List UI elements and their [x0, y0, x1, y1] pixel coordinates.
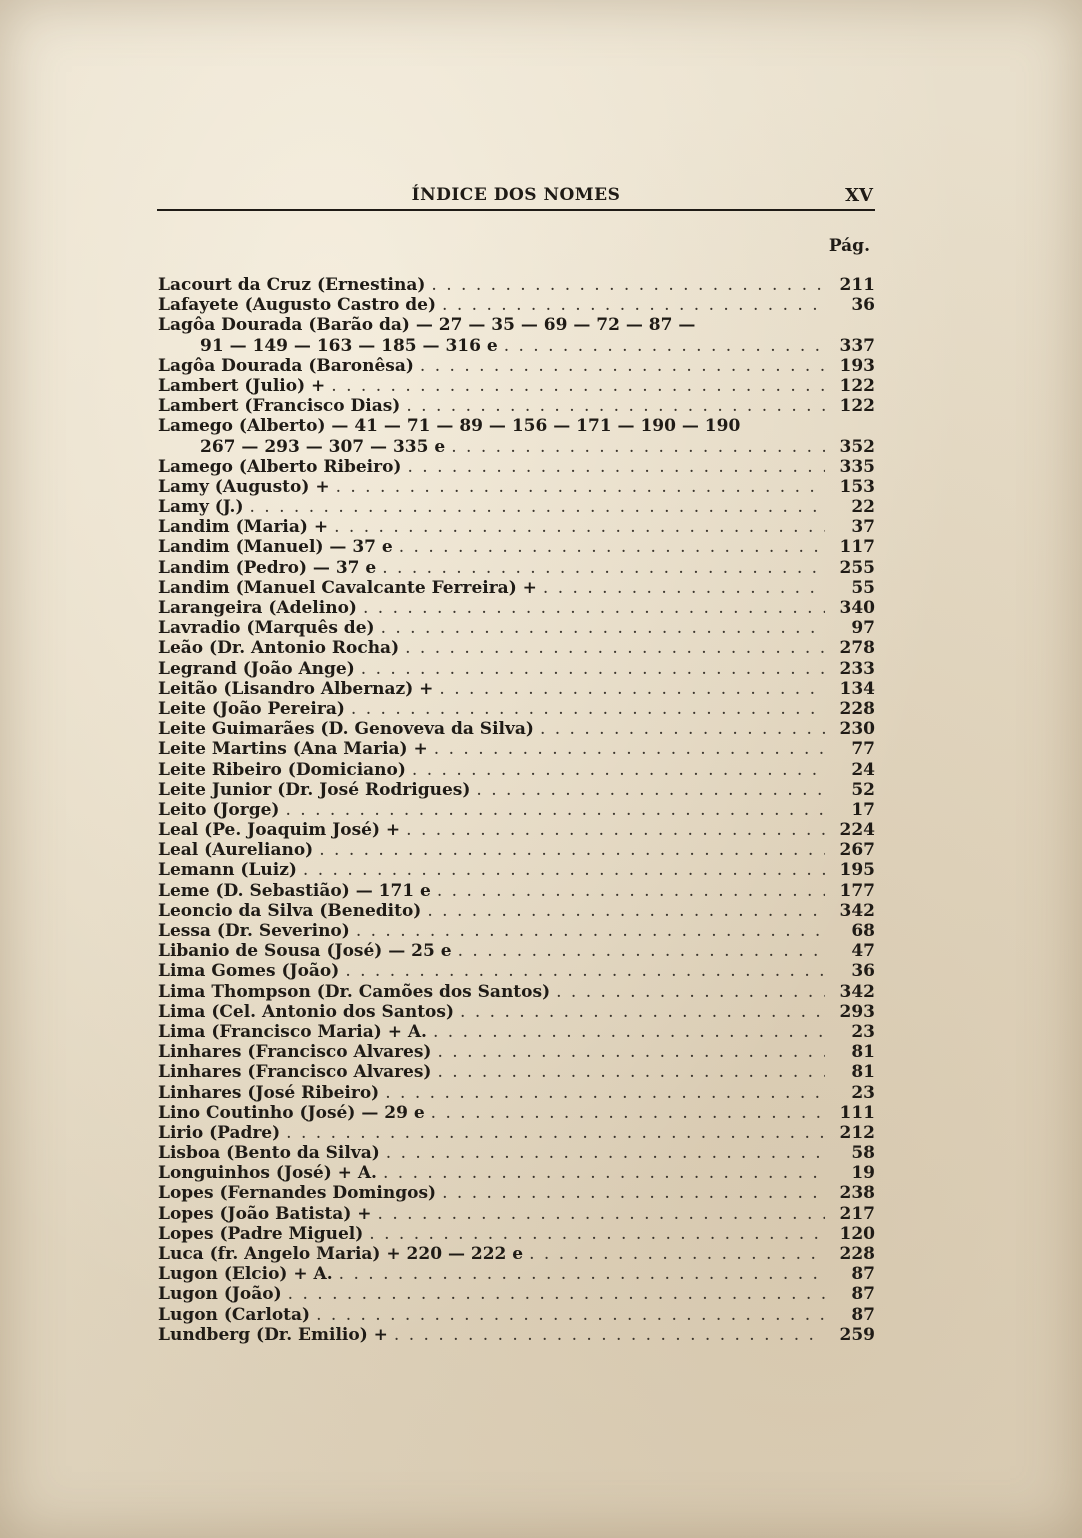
- index-entry: [158, 1022, 875, 1042]
- dot-leader: [431, 1103, 825, 1123]
- entry-page-number: 24: [851, 759, 875, 780]
- index-entry: [158, 295, 875, 315]
- index-entry: [158, 396, 875, 416]
- entry-name: Lugon (Elcio) + A.: [158, 1264, 333, 1285]
- header-page-number: XV: [845, 185, 873, 206]
- dot-leader: [458, 941, 825, 961]
- index-entries: [158, 275, 875, 1345]
- entry-name: Landim (Manuel Cavalcante Ferreira) +: [158, 577, 537, 598]
- dot-leader: [288, 1284, 825, 1304]
- entry-page-number: 177: [839, 880, 875, 901]
- index-entry: [158, 638, 875, 658]
- dot-leader: [504, 336, 825, 356]
- index-entry: [158, 1224, 875, 1244]
- dot-leader: [543, 578, 825, 598]
- entry-name: Lafayete (Augusto Castro de): [158, 295, 437, 316]
- index-entry: [158, 961, 875, 981]
- entry-page-number: 342: [839, 981, 875, 1002]
- entry-name: Leoncio da Silva (Benedito): [158, 900, 422, 921]
- entry-name: Lavradio (Marquês de): [158, 618, 375, 639]
- entry-page-number: 117: [839, 537, 875, 558]
- running-header: [157, 183, 875, 211]
- entry-page-number: 217: [839, 1203, 875, 1224]
- entry-name: 91 — 149 — 163 — 185 — 316 e: [200, 335, 498, 356]
- dot-leader: [437, 1062, 825, 1082]
- dot-leader: [420, 356, 825, 376]
- dot-leader: [382, 558, 825, 578]
- entry-page-number: 47: [851, 941, 875, 962]
- entry-name: Lessa (Dr. Severino): [158, 921, 350, 941]
- entry-page-number: 81: [851, 1042, 875, 1063]
- entry-page-number: 120: [839, 1223, 875, 1244]
- dot-leader: [540, 719, 825, 739]
- entry-page-number: 153: [839, 476, 875, 497]
- entry-page-number: 58: [851, 1143, 875, 1164]
- entry-name: Larangeira (Adelino): [158, 598, 357, 618]
- entry-name: Longuinhos (José) + A.: [158, 1163, 377, 1184]
- entry-name: Lamy (Augusto) +: [158, 476, 330, 497]
- entry-name: Lamego (Alberto Ribeiro): [158, 456, 402, 477]
- entry-page-number: 17: [851, 799, 875, 820]
- index-entry: [158, 537, 875, 557]
- dot-leader: [285, 800, 825, 820]
- dot-leader: [556, 982, 825, 1002]
- entry-page-number: 278: [839, 638, 875, 659]
- entry-name: Linhares (José Ribeiro): [158, 1082, 380, 1103]
- entry-page-number: 335: [839, 456, 875, 477]
- dot-leader: [361, 659, 825, 679]
- entry-page-number: 36: [851, 961, 875, 982]
- dot-leader: [476, 780, 825, 800]
- entry-name: Lima (Francisco Maria) + A.: [158, 1021, 427, 1042]
- entry-name: Landim (Pedro) — 37 e: [158, 557, 377, 578]
- index-entry: [158, 1204, 875, 1224]
- entry-name: Lopes (João Batista) +: [158, 1203, 372, 1224]
- dot-leader: [427, 901, 825, 921]
- entry-page-number: 23: [851, 1082, 875, 1103]
- entry-name: Landim (Maria) +: [158, 517, 329, 538]
- entry-page-number: 55: [851, 577, 875, 598]
- entry-page-number: 22: [851, 497, 875, 518]
- index-entry: [158, 1183, 875, 1203]
- dot-leader: [407, 457, 825, 477]
- index-entry: [158, 1305, 875, 1325]
- entry-page-number: 233: [839, 658, 875, 679]
- index-entry: [158, 941, 875, 961]
- dot-leader: [383, 1163, 825, 1183]
- header-title: ÍNDICE DOS NOMES: [411, 185, 621, 205]
- entry-name: Leite Junior (Dr. José Rodrigues): [158, 779, 471, 800]
- entry-name: Lopes (Fernandes Domingos): [158, 1183, 437, 1204]
- entry-page-number: 230: [839, 719, 875, 740]
- entry-name: 267 — 293 — 307 — 335 e: [200, 436, 446, 457]
- index-entry: [158, 800, 875, 820]
- entry-page-number: 228: [839, 1244, 875, 1264]
- entry-page-number: 87: [851, 1304, 875, 1325]
- entry-page-number: 87: [851, 1284, 875, 1305]
- entry-page-number: 228: [839, 698, 875, 719]
- dot-leader: [412, 760, 825, 780]
- index-entry: [158, 1062, 875, 1082]
- entry-name: Leito (Jorge): [158, 799, 280, 820]
- entry-page-number: 193: [839, 355, 875, 376]
- entry-name: Leite Martins (Ana Maria) +: [158, 739, 428, 760]
- entry-page-number: 293: [839, 1001, 875, 1022]
- index-entry: [158, 679, 875, 699]
- entry-name: Lagôa Dourada (Baronêsa): [158, 355, 414, 376]
- entry-name: Leal (Aureliano): [158, 840, 314, 861]
- index-entry: [158, 860, 875, 880]
- entry-page-number: 87: [851, 1264, 875, 1285]
- index-entry: [158, 921, 875, 941]
- index-entry: [158, 760, 875, 780]
- dot-leader: [363, 598, 825, 618]
- index-entry: [158, 1123, 875, 1143]
- index-entry: [158, 1284, 875, 1304]
- entry-name: Leitão (Lisandro Albernaz) +: [158, 678, 434, 699]
- entry-page-number: 122: [839, 375, 875, 396]
- dot-leader: [433, 1022, 825, 1042]
- entry-page-number: 267: [839, 840, 875, 861]
- index-entry: [158, 416, 875, 436]
- index-entry: [158, 618, 875, 638]
- dot-leader: [345, 961, 825, 981]
- entry-page-number: 23: [851, 1021, 875, 1042]
- entry-name: Leite Guimarães (D. Genoveva da Silva): [158, 719, 534, 740]
- index-entry: [158, 881, 875, 901]
- entry-name: Legrand (João Ange): [158, 658, 355, 679]
- entry-name: Leão (Dr. Antonio Rocha): [158, 638, 400, 659]
- entry-name: Lundberg (Dr. Emilio) +: [158, 1324, 388, 1345]
- index-entry: [158, 719, 875, 739]
- index-entry: [158, 1103, 875, 1123]
- index-entry: [158, 1143, 875, 1163]
- dot-leader: [406, 396, 825, 416]
- index-entry: [158, 901, 875, 921]
- entry-name: Lacourt da Cruz (Ernestina): [158, 275, 426, 295]
- dot-leader: [339, 1264, 825, 1284]
- dot-leader: [529, 1244, 825, 1264]
- entry-page-number: 81: [851, 1062, 875, 1083]
- index-entry: [158, 457, 875, 477]
- entry-page-number: 352: [839, 436, 875, 457]
- index-entry: [158, 497, 875, 517]
- entry-name: Lisboa (Bento da Silva): [158, 1143, 380, 1164]
- entry-page-number: 259: [839, 1324, 875, 1345]
- entry-page-number: 224: [839, 820, 875, 841]
- entry-page-number: 37: [851, 517, 875, 538]
- index-entry: [158, 1002, 875, 1022]
- entry-name: Lugon (Carlota): [158, 1304, 311, 1325]
- entry-page-number: 111: [839, 1102, 875, 1123]
- dot-leader: [437, 881, 825, 901]
- dot-leader: [442, 1183, 825, 1203]
- entry-page-number: 122: [839, 396, 875, 417]
- index-entry: [158, 780, 875, 800]
- index-entry: [158, 1083, 875, 1103]
- dot-leader: [394, 1325, 825, 1345]
- entry-name: Linhares (Francisco Alvares): [158, 1042, 432, 1063]
- dot-leader: [356, 921, 825, 941]
- entry-name: Leal (Pe. Joaquim José) +: [158, 820, 401, 841]
- entry-name: Lamy (J.): [158, 497, 244, 518]
- index-entry: [158, 1325, 875, 1345]
- index-entry: [158, 1042, 875, 1062]
- entry-name: Lima Thompson (Dr. Camões dos Santos): [158, 981, 551, 1002]
- index-entry: [158, 840, 875, 860]
- entry-page-number: 342: [839, 900, 875, 921]
- index-entry: [158, 477, 875, 497]
- dot-leader: [316, 1305, 825, 1325]
- dot-leader: [434, 739, 825, 759]
- index-entry: [158, 315, 875, 335]
- dot-leader: [431, 275, 825, 295]
- page-column-label: Pág.: [828, 236, 870, 256]
- dot-leader: [451, 437, 825, 457]
- dot-leader: [460, 1002, 825, 1022]
- index-entry: [158, 336, 875, 356]
- index-entry: [158, 376, 875, 396]
- dot-leader: [437, 1042, 825, 1062]
- entry-name: Lirio (Padre): [158, 1122, 281, 1143]
- entry-page-number: 195: [839, 860, 875, 881]
- entry-page-number: 212: [839, 1122, 875, 1143]
- entry-name: Lamego (Alberto) — 41 — 71 — 89 — 156 — 171 — 190 — 190: [158, 416, 741, 437]
- entry-name: Lima (Cel. Antonio dos Santos): [158, 1001, 455, 1022]
- entry-name: Libanio de Sousa (José) — 25 e: [158, 941, 452, 962]
- entry-name: Luca (fr. Angelo Maria) + 220 — 222 e: [158, 1244, 524, 1264]
- dot-leader: [334, 517, 825, 537]
- dot-leader: [331, 376, 825, 396]
- entry-name: Leite Ribeiro (Domiciano): [158, 759, 406, 780]
- entry-page-number: 97: [851, 618, 875, 639]
- dot-leader: [369, 1224, 825, 1244]
- index-entry: [158, 659, 875, 679]
- entry-name: Landim (Manuel) — 37 e: [158, 537, 393, 558]
- entry-name: Lemann (Luiz): [158, 860, 297, 881]
- entry-page-number: 211: [839, 275, 875, 295]
- entry-page-number: 134: [839, 678, 875, 699]
- entry-page-number: 68: [851, 921, 875, 941]
- dot-leader: [319, 840, 825, 860]
- entry-page-number: 340: [839, 598, 875, 618]
- dot-leader: [439, 679, 825, 699]
- dot-leader: [336, 477, 825, 497]
- index-entry: [158, 1163, 875, 1183]
- entry-name: Lima Gomes (João): [158, 961, 340, 982]
- index-entry: [158, 578, 875, 598]
- index-entry: [158, 356, 875, 376]
- entry-name: Linhares (Francisco Alvares): [158, 1062, 432, 1083]
- entry-name: Leite (João Pereira): [158, 698, 345, 719]
- index-entry: [158, 437, 875, 457]
- dot-leader: [303, 860, 825, 880]
- index-entry: [158, 739, 875, 759]
- index-entry: [158, 699, 875, 719]
- entry-page-number: 255: [839, 557, 875, 578]
- entry-page-number: 19: [851, 1163, 875, 1184]
- index-entry: [158, 1244, 875, 1264]
- dot-leader: [405, 638, 825, 658]
- dot-leader: [286, 1123, 825, 1143]
- entry-name: Lopes (Padre Miguel): [158, 1223, 364, 1244]
- entry-name: Lino Coutinho (José) — 29 e: [158, 1102, 425, 1123]
- dot-leader: [442, 295, 825, 315]
- dot-leader: [406, 820, 825, 840]
- dot-leader: [399, 537, 825, 557]
- dot-leader: [385, 1083, 825, 1103]
- dot-leader: [249, 497, 825, 517]
- index-entry: [158, 1264, 875, 1284]
- entry-page-number: 77: [851, 739, 875, 760]
- dot-leader: [351, 699, 825, 719]
- index-entry: [158, 275, 875, 295]
- index-entry: [158, 820, 875, 840]
- index-entry: [158, 598, 875, 618]
- entry-name: Lambert (Julio) +: [158, 375, 326, 396]
- entry-name: Lugon (João): [158, 1284, 282, 1305]
- entry-name: Leme (D. Sebastião) — 171 e: [158, 880, 431, 901]
- dot-leader: [381, 618, 825, 638]
- entry-page-number: 36: [851, 295, 875, 316]
- dot-leader: [386, 1143, 825, 1163]
- entry-name: Lambert (Francisco Dias): [158, 396, 401, 417]
- entry-name: Lagôa Dourada (Barão da) — 27 — 35 — 69 — 72 — 87 —: [158, 315, 696, 336]
- entry-page-number: 238: [839, 1183, 875, 1204]
- dot-leader: [378, 1204, 825, 1224]
- index-entry: [158, 517, 875, 537]
- index-entry: [158, 982, 875, 1002]
- entry-page-number: 52: [851, 779, 875, 800]
- index-entry: [158, 558, 875, 578]
- entry-page-number: 337: [839, 335, 875, 356]
